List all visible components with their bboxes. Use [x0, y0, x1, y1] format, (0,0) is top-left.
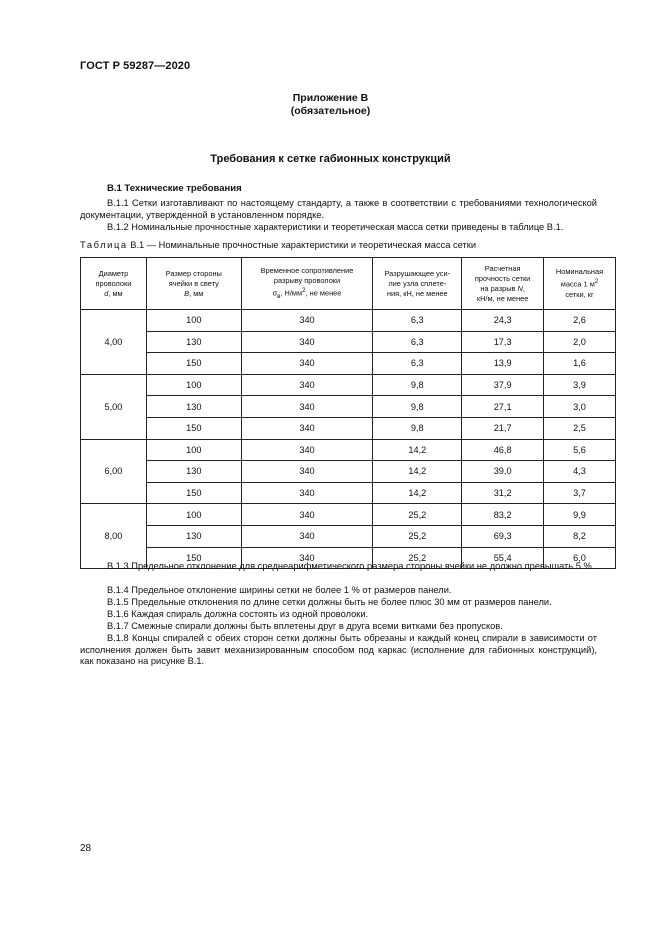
cell-mesh-size: 130 — [146, 525, 241, 547]
cell-mass: 2,5 — [544, 417, 616, 439]
cell-knot-force: 25,2 — [373, 547, 462, 569]
cell-knot-force: 9,8 — [373, 417, 462, 439]
appendix-heading — [0, 92, 661, 118]
table-row — [81, 461, 616, 483]
cell-mass: 9,9 — [544, 504, 616, 526]
cell-mesh-strength: 37,9 — [462, 374, 544, 396]
cell-mass: 5,6 — [544, 439, 616, 461]
section-title: Требования к сетке габионных конструкций — [210, 153, 451, 165]
cell-tensile-strength: 340 — [241, 331, 373, 353]
cell-mesh-strength: 21,7 — [462, 417, 544, 439]
page-number: 28 — [80, 843, 92, 854]
table-header-row — [81, 258, 616, 310]
cell-mass: 2,0 — [544, 331, 616, 353]
header-tensile-strength: Временное сопротивление разрыву проволоки $\sigma_в$, $Н/мм^2$, не менее — [241, 258, 373, 310]
cell-knot-force: 14,2 — [373, 461, 462, 483]
cell-diameter: 8,00 — [81, 504, 147, 569]
cell-diameter: 4,00 — [81, 310, 147, 375]
cell-tensile-strength: 340 — [241, 525, 373, 547]
paragraph-b-1-3: В.1.3 Предельное отклонение для среднеарифметического размера стороны ячейки не должно превышать 5 %. — [107, 561, 595, 571]
cell-mesh-strength: 27,1 — [462, 396, 544, 418]
table-row — [81, 331, 616, 353]
table-row — [81, 396, 616, 418]
cell-knot-force: 14,2 — [373, 482, 462, 504]
cell-mesh-strength: 55,4 — [462, 547, 544, 569]
cell-mass: 4,3 — [544, 461, 616, 483]
cell-knot-force: 9,8 — [373, 396, 462, 418]
cell-mesh-size: 150 — [146, 353, 241, 375]
header-knot-force: Разрушающее уси- лие узла сплете- ния, кН, не менее — [373, 258, 462, 310]
cell-mass: 2,6 — [544, 310, 616, 332]
cell-knot-force: 6,3 — [373, 331, 462, 353]
header-mesh-size: Размер стороны ячейки в свету B, мм — [146, 258, 241, 310]
table-row — [81, 482, 616, 504]
cell-mesh-size: 130 — [146, 461, 241, 483]
cell-mass: 8,2 — [544, 525, 616, 547]
paragraph-b-1-6: В.1.6 Каждая спираль должна состоять из одной проволоки. — [107, 609, 369, 619]
paragraph-b-1-2: В.1.2 Номинальные прочностные характеристики и теоретическая масса сетки приведены в таблице В.1. — [107, 222, 564, 232]
table-row — [81, 353, 616, 375]
cell-mass: 1,6 — [544, 353, 616, 375]
table-row — [81, 310, 616, 332]
appendix-status: (обязательное) — [290, 105, 371, 117]
cell-mass: 3,7 — [544, 482, 616, 504]
cell-tensile-strength: 340 — [241, 439, 373, 461]
cell-tensile-strength: 340 — [241, 396, 373, 418]
cell-mesh-strength: 46,8 — [462, 439, 544, 461]
subsection-heading: В.1 Технические требования — [107, 183, 242, 194]
cell-tensile-strength: 340 — [241, 504, 373, 526]
cell-mesh-strength: 24,3 — [462, 310, 544, 332]
cell-mesh-strength: 69,3 — [462, 525, 544, 547]
cell-knot-force: 9,8 — [373, 374, 462, 396]
cell-mass: 6,0 — [544, 547, 616, 569]
table-row — [81, 439, 616, 461]
header-mesh-strength: Расчетная прочность сетки на разрыв N, кН/м, не менее — [462, 258, 544, 310]
header-mass: Номинальная масса 1 $м^2$ сетки, кг — [544, 258, 616, 310]
cell-knot-force: 25,2 — [373, 504, 462, 526]
cell-diameter: 6,00 — [81, 439, 147, 504]
cell-mesh-size: 100 — [146, 310, 241, 332]
appendix-title: Приложение В — [292, 92, 369, 104]
paragraph-b-1-4: В.1.4 Предельное отклонение ширины сетки не более 1 % от размеров панели. — [107, 585, 452, 595]
cell-mesh-strength: 83,2 — [462, 504, 544, 526]
cell-tensile-strength: 340 — [241, 547, 373, 569]
table-row — [81, 374, 616, 396]
cell-mesh-strength: 31,2 — [462, 482, 544, 504]
cell-knot-force: 14,2 — [373, 439, 462, 461]
paragraph-b-1-7: В.1.7 Смежные спирали должны быть вплетены друг в друга всеми витками без пропусков. — [107, 621, 503, 631]
cell-mesh-size: 130 — [146, 331, 241, 353]
cell-mass: 3,0 — [544, 396, 616, 418]
paragraph-b-1-8: В.1.8 Концы спиралей с обеих сторон сетки должны быть обрезаны и каждый конец спирали в зависимости от исполнения должен быть завит механизированным способом под каркас (исполнение для габионных конструкций), как показано на рисунке В.1. — [80, 633, 597, 667]
paragraph-b-1-1: В.1.1 Сетки изготавливают по настоящему стандарту, а также в соответствии с требованиями технологической документации, утвержденной в установленном порядке. — [80, 198, 597, 220]
cell-knot-force: 6,3 — [373, 310, 462, 332]
cell-knot-force: 6,3 — [373, 353, 462, 375]
table-caption: Таблица В.1 — Номинальные прочностные характеристики и теоретическая масса сетки — [80, 240, 477, 250]
cell-tensile-strength: 340 — [241, 482, 373, 504]
cell-mesh-size: 130 — [146, 396, 241, 418]
cell-mesh-size: 150 — [146, 482, 241, 504]
cell-tensile-strength: 340 — [241, 461, 373, 483]
cell-tensile-strength: 340 — [241, 353, 373, 375]
cell-tensile-strength: 340 — [241, 310, 373, 332]
cell-mesh-size: 150 — [146, 417, 241, 439]
cell-knot-force: 25,2 — [373, 525, 462, 547]
table-row — [81, 504, 616, 526]
paragraph-b-1-5: В.1.5 Предельные отклонения по длине сетки должны быть не более плюс 30 мм от размеров панели. — [107, 597, 552, 607]
document-header: ГОСТ Р 59287—2020 — [80, 60, 191, 72]
cell-mesh-size: 100 — [146, 374, 241, 396]
cell-mesh-size: 100 — [146, 504, 241, 526]
cell-mesh-strength: 17,3 — [462, 331, 544, 353]
table-row — [81, 417, 616, 439]
header-diameter: Диаметр проволоки d, мм — [81, 258, 147, 310]
cell-mesh-size: 150 — [146, 547, 241, 569]
cell-tensile-strength: 340 — [241, 374, 373, 396]
cell-mesh-size: 100 — [146, 439, 241, 461]
cell-mesh-strength: 39,0 — [462, 461, 544, 483]
specification-table — [80, 257, 616, 569]
cell-tensile-strength: 340 — [241, 417, 373, 439]
cell-mesh-strength: 13,9 — [462, 353, 544, 375]
table-row — [81, 525, 616, 547]
cell-diameter: 5,00 — [81, 374, 147, 439]
cell-mass: 3,9 — [544, 374, 616, 396]
